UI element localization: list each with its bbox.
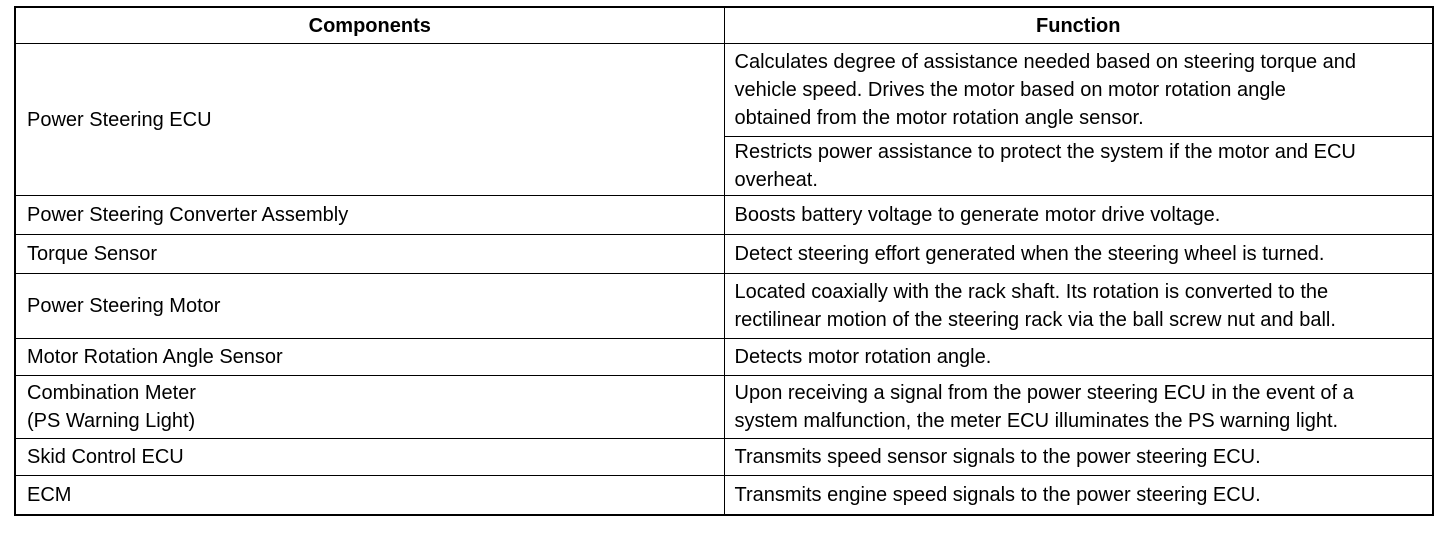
function-cell — [724, 476, 1433, 516]
function-line: Transmits engine speed signals to the power steering ECU. — [734, 484, 1261, 506]
components-function-table — [14, 6, 1434, 516]
function-cell — [724, 376, 1433, 439]
function-line: Transmits speed sensor signals to the power steering ECU. — [734, 446, 1261, 468]
component-name: Skid Control ECU — [27, 446, 184, 468]
header-row — [15, 7, 1433, 44]
function-cell — [724, 137, 1433, 196]
function-cell — [724, 235, 1433, 274]
component-cell — [15, 439, 724, 476]
function-line: Located coaxially with the rack shaft. Its rotation is converted to the — [734, 281, 1329, 303]
function-line: Upon receiving a signal from the power steering ECU in the event of a — [734, 382, 1354, 404]
function-line: Boosts battery voltage to generate motor drive voltage. — [734, 204, 1221, 226]
table-row — [15, 274, 1433, 339]
component-cell — [15, 44, 724, 196]
component-cell — [15, 339, 724, 376]
function-cell — [724, 439, 1433, 476]
table-row — [15, 235, 1433, 274]
table-row — [15, 339, 1433, 376]
component-name: ECM — [27, 484, 72, 506]
component-name: Power Steering Converter Assembly — [27, 204, 349, 226]
function-line: Detects motor rotation angle. — [734, 346, 992, 368]
component-cell — [15, 196, 724, 235]
function-line: rectilinear motion of the steering rack via the ball screw nut and ball. — [734, 309, 1336, 331]
function-line: overheat. — [734, 169, 818, 191]
component-cell — [15, 376, 724, 439]
function-cell — [724, 44, 1433, 137]
component-cell — [15, 235, 724, 274]
header-components: Components — [15, 7, 724, 44]
function-line: Restricts power assistance to protect the system if the motor and ECU — [734, 141, 1356, 163]
function-line: Detect steering effort generated when the steering wheel is turned. — [734, 243, 1325, 265]
component-subname: (PS Warning Light) — [27, 410, 196, 432]
component-name: Power Steering Motor — [27, 295, 221, 317]
component-cell — [15, 274, 724, 339]
component-name: Power Steering ECU — [27, 108, 212, 131]
function-line: vehicle speed. Drives the motor based on motor rotation angle — [734, 79, 1286, 101]
header-function: Function — [724, 7, 1433, 44]
table-row — [15, 196, 1433, 235]
table-row — [15, 439, 1433, 476]
function-cell — [724, 339, 1433, 376]
table-row — [15, 376, 1433, 439]
table-row — [15, 44, 1433, 137]
component-name: Torque Sensor — [27, 243, 158, 265]
function-line: system malfunction, the meter ECU illuminates the PS warning light. — [734, 410, 1339, 432]
function-cell — [724, 196, 1433, 235]
function-line: obtained from the motor rotation angle sensor. — [734, 107, 1144, 129]
component-name: Motor Rotation Angle Sensor — [27, 346, 283, 368]
function-cell — [724, 274, 1433, 339]
function-line: Calculates degree of assistance needed based on steering torque and — [734, 51, 1357, 73]
table-row — [15, 476, 1433, 516]
component-name: Combination Meter — [27, 382, 196, 404]
component-cell — [15, 476, 724, 516]
